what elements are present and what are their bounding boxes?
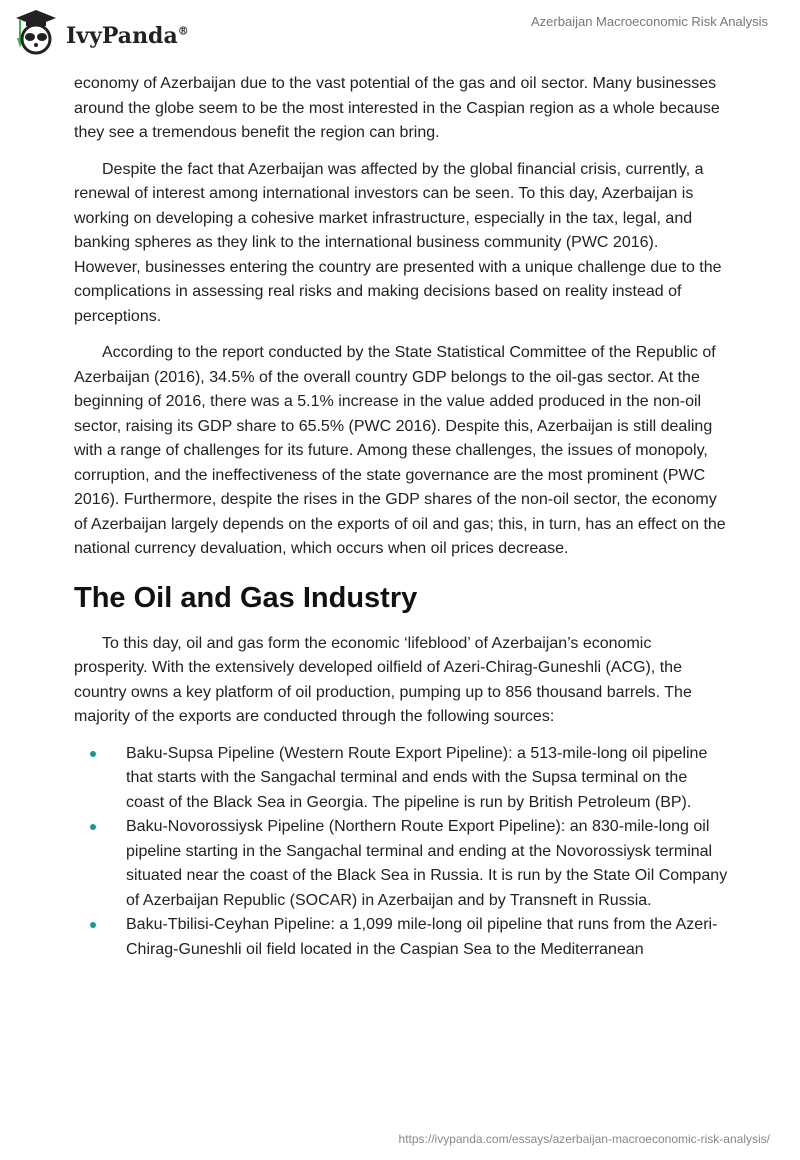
list-item-text: Baku-Tbilisi-Ceyhan Pipeline: a 1,099 mile-long oil pipeline that runs from the Azeri-Chirag-Guneshli oil field located in the Caspian Sea to the Mediterranean (126, 916, 718, 958)
paragraph: To this day, oil and gas form the economic ‘lifeblood’ of Azerbaijan’s economic prosperity. With the extensively developed oilfield of Azeri-Chirag-Guneshli (ACG), the country owns a key platform of oil production, pumping up to 856 thousand barrels. The majority of the exports are conducted through the following sources: (74, 634, 692, 725)
list-item (74, 913, 728, 962)
section-heading: The Oil and Gas Industry (74, 581, 418, 614)
source-url[interactable]: https://ivypanda.com/essays/azerbaijan-macroeconomic-risk-analysis/ (398, 1132, 770, 1146)
paragraph: economy of Azerbaijan due to the vast potential of the gas and oil sector. Many businesses around the globe seem to be the most interested in the Caspian region as a whole because they see a tremendous benefit the region can bring. (74, 75, 720, 141)
paragraph: Despite the fact that Azerbaijan was affected by the global financial crisis, currently, a renewal of interest among international investors can be seen. To this day, Azerbaijan is working on developing a cohesive market infrastructure, especially in the tax, legal, and banking spheres as they link to the international business community (PWC 2016). However, businesses entering the country are presented with a unique challenge due to the complications in assessing real risks and making decisions based on reality instead of perceptions. (74, 160, 722, 325)
paragraph: According to the report conducted by the State Statistical Committee of the Republic of Azerbaijan (2016), 34.5% of the overall country GDP belongs to the oil-gas sector. At the beginning of 2016, there was a 5.1% increase in the value added produced in the non-oil sector, raising its GDP share to 65.5% (PWC 2016). Despite this, Azerbaijan is still dealing with a range of challenges for its future. Among these challenges, the issues of monopoly, corruption, and the ineffectiveness of the state governance are the most prominent (PWC 2016). Furthermore, despite the rises in the GDP shares of the non-oil sector, the economy of Azerbaijan largely depends on the exports of oil and gas; this, in turn, has an effect on the national currency devaluation, which occurs when oil prices decrease. (74, 344, 726, 557)
pipeline-list (74, 742, 728, 963)
document-title: Azerbaijan Macroeconomic Risk Analysis (531, 14, 768, 29)
list-item-text: Baku-Supsa Pipeline (Western Route Export Pipeline): a 513-mile-long oil pipeline that starts with the Sangachal terminal and ends with the Supsa terminal on the coast of the Black Sea in Georgia. The pipeline is run by British Petroleum (BP). (126, 744, 708, 811)
bullet-icon (90, 824, 96, 830)
list-item (74, 742, 728, 816)
list-item (74, 815, 728, 913)
bullet-icon (90, 751, 96, 757)
panda-logo-icon (12, 8, 60, 56)
ivypanda-logo[interactable] (12, 8, 189, 56)
essay-content (74, 72, 728, 962)
brand-name: IvyPanda® (66, 23, 189, 49)
bullet-icon (90, 922, 96, 928)
list-item-text: Baku-Novorossiysk Pipeline (Northern Route Export Pipeline): an 830-mile-long oil pipeline starting in the Sangachal terminal and ending at the Novorossiysk terminal situated near the coast of the Black Sea in Russia. It is run by the State Oil Company of Azerbaijan Republic (SOCAR) in Azerbaijan and by Transneft in Russia. (126, 818, 728, 909)
